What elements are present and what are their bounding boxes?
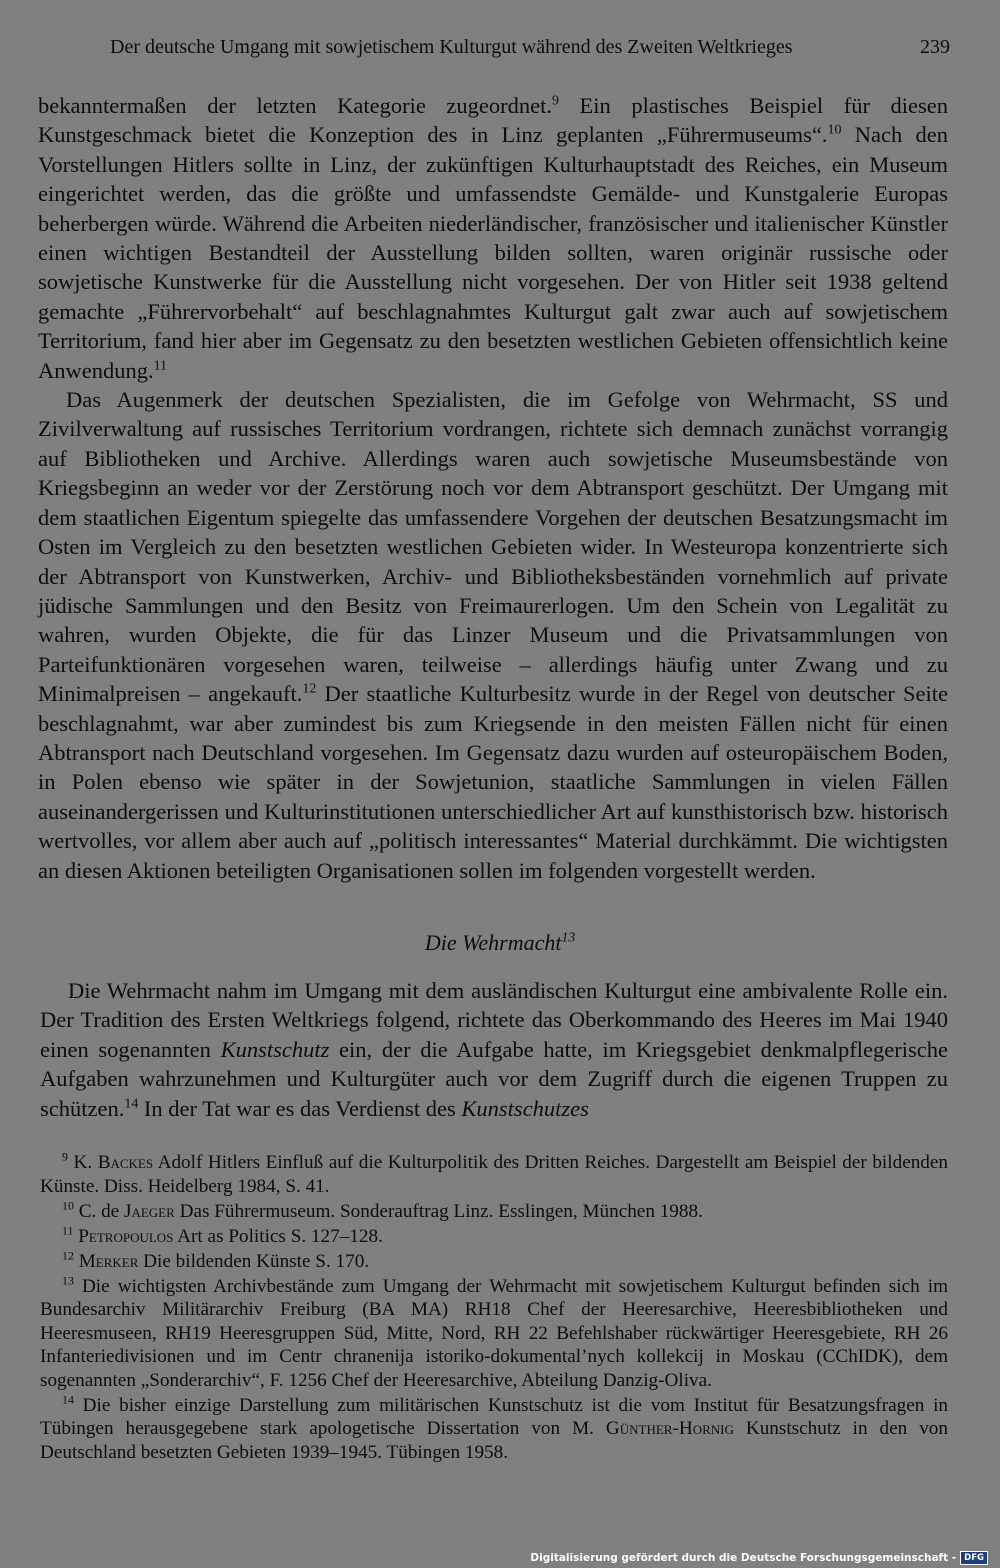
footnote-number: 11 xyxy=(62,1223,74,1238)
emphasis: Kunstschutz xyxy=(220,1036,330,1062)
footnote-text: Adolf Hitlers Einfluß auf die Kulturpolitik des Dritten Reiches. Dargestellt am Beispiel der bildenden Künste. Diss. Heidelberg 1984, S. 41. xyxy=(40,1152,949,1197)
footnote-text: C. de xyxy=(78,1200,124,1222)
footnote-text: Die wichtigsten Archivbestände zum Umgang der Wehrmacht mit sowjetischem Kulturgut befinden sich im Bundesarchiv Militärarchiv Freiburg (BA MA) RH18 Chef der Heeresarchive, Heeresbibliotheken und Heeresmuseen, RH19 Heeresgruppen Süd, Mitte, Nord, RH 22 Befehlshaber rückwärtiger Heeresgebiete, RH 26 Infanteriedivisionen und im Centr chranenija istoriko-dokumental’nych kollekcij in Moskau (CChIDK), dem sogenannten „Sonderarchiv“, F. 1256 Chef der Heeresarchive, Abteilung Danzig-Oliva. xyxy=(40,1275,948,1391)
footnote-number: 14 xyxy=(62,1392,74,1407)
text-run: Ein plastisches Beispiel für diesen Kunstgeschmack bietet die Konzeption des in Linz geplanten „Führermuseums“. xyxy=(38,93,949,148)
text-run: Das Augenmerk der deutschen Spezialisten, die im Gefolge von Wehrmacht, SS und Zivilverwaltung auf russisches Territorium vordrangen, richtete sich demnach zunächst vorrangig auf Bibliotheken und Archive. Allerdings waren auch sowjetische Museumsbestände von Kriegsbeginn an weder vor der Zerstörung noch vor dem Abtransport geschützt. Der Umgang mit dem staatlichen Eigentum spiegelte das umfassendere Vorgehen der deutschen Besatzungsmacht im Osten im Vergleich zu den besetzten westlichen Gebieten wider. In Westeuropa konzentrierte sich der Abtransport von Kunstwerken, Archiv- und Bibliotheksbeständen vornehmlich auf private jüdische Sammlungen und den Besitz von Freimaurerlogen. Um den Schein von Legalität zu wahren, wurden Objekte, die für das Linzer Museum und die Privatsammlungen von Parteifunktionären vorgesehen waren, teilweise – allerdings häufig unter Zwang und zu Minimalpreisen – angekauft. xyxy=(38,387,948,707)
footnote-ref-14: 14 xyxy=(124,1096,139,1112)
credit-text: Digitalisierung gefördert durch die Deutsche Forschungsgemeinschaft - xyxy=(530,1552,957,1564)
footnotes xyxy=(40,1151,948,1466)
footnote-number: 10 xyxy=(62,1198,74,1213)
footnote-11 xyxy=(40,1225,948,1249)
footnote-10 xyxy=(40,1200,948,1224)
paragraph-3 xyxy=(40,976,948,1123)
text-run: bekanntermaßen der letzten Kategorie zugeordnet. xyxy=(38,93,552,118)
footnote-ref-10: 10 xyxy=(827,122,842,138)
footnote-text: Art as Politics S. 127–128. xyxy=(173,1225,383,1247)
text-run: Die Wehrmacht nahm im Umgang mit dem ausländischen Kulturgut eine ambivalente Rolle ein. Der Tradition des Ersten Weltkriegs folgend, richtete das Oberkommando des Heeres im Mai 1940 einen sogenannten xyxy=(40,978,948,1062)
footnote-author: K. Backes xyxy=(73,1152,154,1173)
emphasis: Kunstschutzes xyxy=(461,1095,589,1121)
footnote-ref-12: 12 xyxy=(302,681,317,697)
text-run: In der Tat war es das Verdienst des xyxy=(138,1095,462,1121)
footnote-author: Günther-Hornig xyxy=(605,1418,734,1439)
footnote-author: Jaeger xyxy=(124,1200,175,1222)
text-run: Nach den Vorstellungen Hitlers sollte in Linz, der zukünftigen Kulturhauptstadt des Reiches, ein Museum eingerichtet werden, das die größte und umfassendste Gemälde- und Kunstgalerie Europas beherbergen würde. Während die Arbeiten niederländischer, französischer und italienischer Künstler einen wichtigen Bestandteil der Ausstellung bilden sollten, waren originär russische oder sowjetische Kunstwerke für die Ausstellung nicht vorgesehen. Der von Hitler seit 1938 geltend gemachte „Führervorbehalt“ auf beschlagnahmtes Kulturgut galt zwar auch auf sowjetischem Territorium, fand hier aber im Gegensatz zu den besetzten westlichen Gebieten offensichtlich keine Anwendung. xyxy=(38,122,948,383)
footnote-author: Merker xyxy=(78,1250,139,1272)
section-text-block xyxy=(40,976,948,1123)
footnote-ref-11: 11 xyxy=(153,358,168,374)
footnote-9 xyxy=(40,1151,948,1198)
page-number: 239 xyxy=(920,36,950,58)
heading-text: Die Wehrmacht xyxy=(424,930,562,955)
footnote-12 xyxy=(40,1250,948,1274)
footnote-text: Die bisher einzige Darstellung zum militärischen Kunstschutz ist die vom Institut für Besatzungsfragen in Tübingen herausgegebene stark apologetische Dissertation von M. xyxy=(40,1394,949,1439)
paragraph-2 xyxy=(38,385,948,885)
footnote-text: Kunstschutz in den von Deutschland besetzten Gebieten 1939–1945. Tübingen 1958. xyxy=(40,1418,948,1463)
footnote-ref-9: 9 xyxy=(551,93,559,109)
footnote-number: 12 xyxy=(62,1248,74,1263)
text-run: ein, der die Aufgabe hatte, im Kriegsgebiet denkmalpflegerische Aufgaben wahrzunehmen und Kulturgüter auch vor dem Zugriff durch die eigenen Truppen zu schützen. xyxy=(40,1036,948,1121)
footnote-14 xyxy=(40,1394,948,1465)
text-run: Der staatliche Kulturbesitz wurde in der Regel von deutscher Seite beschlagnahmt, war aber zumindest bis zum Kriegsende in den meisten Fällen nicht für einen Abtransport nach Deutschland vorgesehen. Im Gegensatz dazu wurden auf osteuropäischem Boden, in Polen ebenso wie später in der Sowjetunion, staatliche Sammlungen in vielen Fällen auseinandergerissen und Kulturinstitutionen unterschiedlicher Art auf kunsthistorisch bzw. historisch wertvolles, vor allem aber auch auf „politisch interessantes“ Material durchkämmt. Die wichtigsten an diesen Aktionen beteiligten Organisationen sollen im folgenden vorgestellt werden. xyxy=(38,681,948,883)
digitization-credit xyxy=(530,1551,988,1565)
paragraph-1 xyxy=(38,91,948,385)
footnote-13 xyxy=(40,1275,948,1393)
section-heading xyxy=(0,929,1000,957)
main-text-block xyxy=(38,91,948,885)
footnote-number: 9 xyxy=(62,1149,68,1164)
running-title: Der deutsche Umgang mit sowjetischem Kulturgut während des Zweiten Weltkrieges xyxy=(110,36,793,58)
footnote-text: Das Führermuseum. Sonderauftrag Linz. Esslingen, München 1988. xyxy=(174,1200,703,1222)
running-header xyxy=(110,34,950,60)
footnote-author: Petropoulos xyxy=(78,1225,174,1247)
footnote-ref-13: 13 xyxy=(561,929,576,945)
footnote-number: 13 xyxy=(62,1273,74,1288)
footnote-text: Die bildenden Künste S. 170. xyxy=(138,1250,370,1272)
dfg-logo-icon: DFG xyxy=(960,1551,988,1565)
